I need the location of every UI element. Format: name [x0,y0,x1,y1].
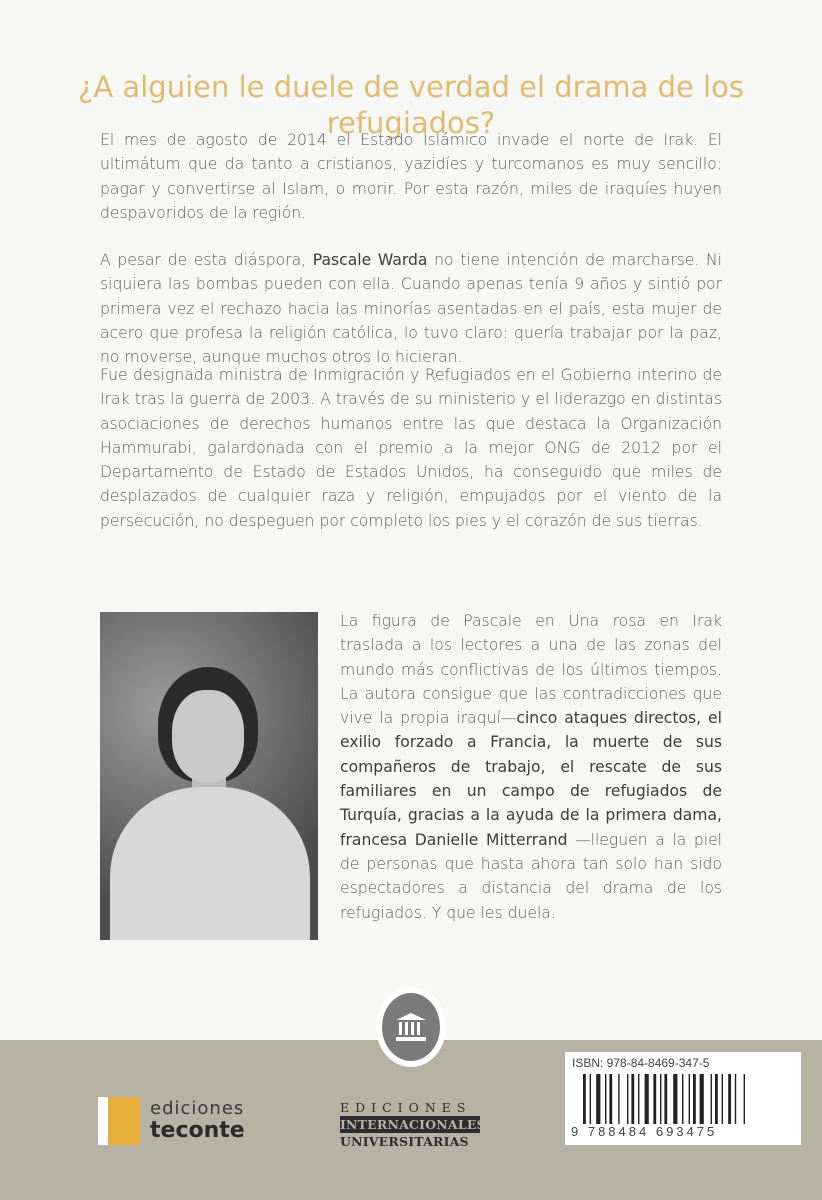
bold-events: cinco ataques directos, el exilio forzado a Francia, la muerte de sus compañeros de trabajo, el rescate de sus familiares en un campo de refugiados de Turquía, gracias a la ayuda de la primera dama, francesa Danielle Mitterrand [340,709,722,849]
author-photo [100,612,318,940]
logo-text: INTERNACIONALES [340,1117,486,1132]
teconte-mark [98,1097,140,1145]
teconte-logo [98,1097,245,1145]
paragraph-book [340,609,722,925]
paragraph-career: Fue designada ministra de Inmigración y Refugiados en el Gobierno interino de Irak tras la guerra de 2003. A través de su ministerio y el liderazgo en distintas asociaciones de derechos humanos entre las que destaca la Organización Hammurabi, galardonada con el premio a la mejor ONG de 2012 por el Departamento de Estado de Estados Unidos, ha conseguido que miles de desplazados de cualquier raza y religión, empujados por el viento de la persecución, no despeguen por completo los pies y el corazón de sus tierras. [100,366,722,530]
text: —lleguen a la piel de personas que hasta ahora tan solo han sido espectadores a distancia del drama de los refugiados. Y que les duela. [340,830,722,922]
text: La figura de Pascale en Una rosa en Irak traslada a los lectores a una de las zonas del mundo más conflictivas de los últimos tiempos. La autora consigue que las contradicciones que vive la propia iraquí— [340,612,722,728]
paragraph-pascale [100,248,722,369]
eiu-logo [340,1099,486,1150]
text: A pesar de esta diáspora, [100,251,313,269]
logo-text: EDICIONES [340,1100,472,1115]
cover-headline: ¿A alguien le duele de verdad el drama de los refugiados? [78,70,744,141]
text: no tiene intención de marcharse. Ni siquiera las bombas pueden con ella. Cuando apenas tenía 9 años y sintió por primera vez el rechazo hacia las minorías asentadas en el país, esta mujer de acero que profesa la religión católica, lo tuvo claro: quería trabajar por la paz, no moverse, aunque muchos otros lo hicieran. [100,251,722,367]
classical-building-icon [394,1012,428,1042]
barcode-bars [583,1074,783,1124]
logo-text: ediciones [150,1098,245,1119]
logo-text: UNIVERSITARIAS [340,1134,469,1149]
emblem [376,987,446,1067]
barcode-number: 9 788484 693475 [571,1124,718,1139]
barcode [565,1052,801,1145]
bold-name: Pascale Warda [312,251,428,269]
paragraph-intro: El mes de agosto de 2014 el Estado Islámico invade el norte de Irak. El ultimátum que da tanto a cristianos, yazidíes y turcomanos es muy sencillo: pagar y convertirse al Islam, o morir. Por esta razón, miles de iraquíes huyen despavoridos de la región. [100,131,722,222]
isbn: ISBN: 978-84-8469-347-5 [572,1056,710,1070]
logo-text: teconte [150,1118,245,1143]
